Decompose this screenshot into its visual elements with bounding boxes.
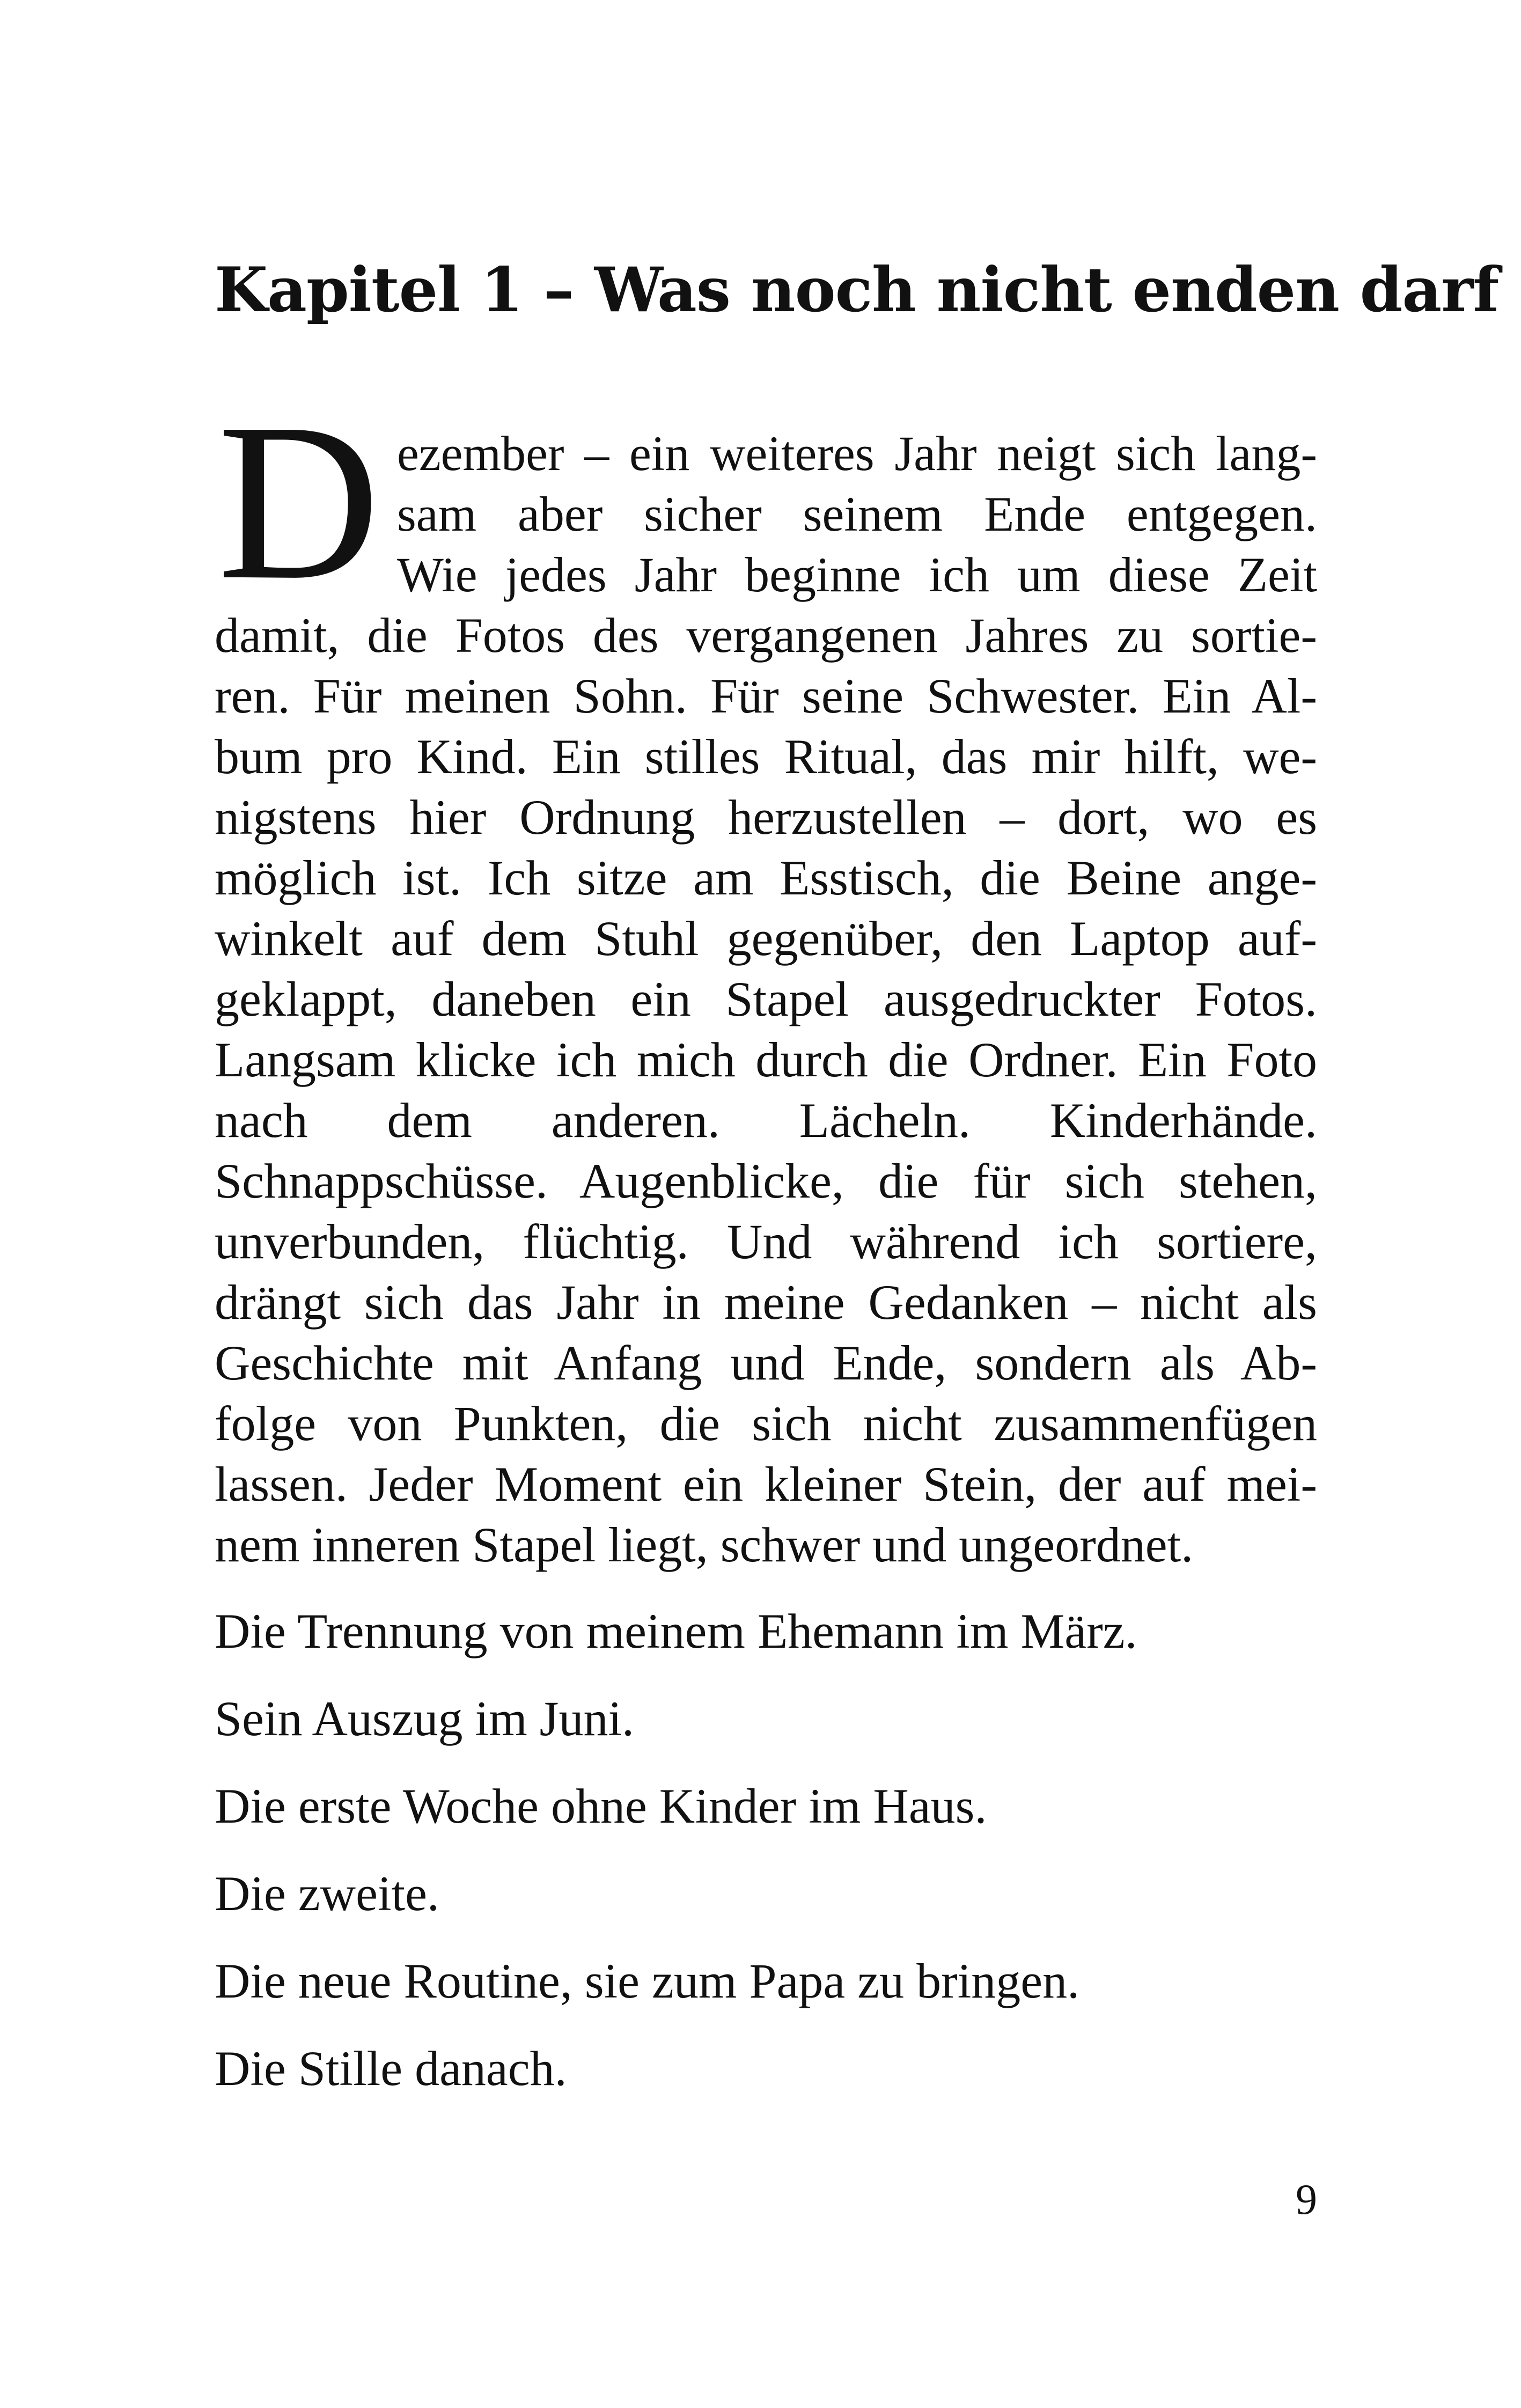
paragraph-line: bum pro Kind. Ein stilles Ritual, das mir hilft, we- [215,729,1317,784]
paragraph-line: ren. Für meinen Sohn. Für seine Schwester. Ein Al- [215,669,1317,723]
paragraph-line: lassen. Jeder Moment ein kleiner Stein, der auf mei- [215,1457,1317,1511]
paragraph-line: Schnappschüsse. Augenblicke, die für sich stehen, [215,1154,1317,1208]
paragraph-line: damit, die Fotos des vergangenen Jahres zu sortie- [215,608,1317,663]
chapter-title: Kapitel 1 – Was noch nicht enden darf [215,254,1499,326]
paragraph-line: Wie jedes Jahr beginne ich um diese Zeit [397,547,1317,602]
paragraph-line: drängt sich das Jahr in meine Gedanken – nicht als [215,1275,1317,1330]
short-line: Die neue Routine, sie zum Papa zu bringen. [215,1954,1080,2008]
paragraph-line: geklappt, daneben ein Stapel ausgedruckter Fotos. [215,972,1317,1026]
short-line: Die Trennung von meinem Ehemann im März. [215,1604,1137,1658]
short-line: Die erste Woche ohne Kinder im Haus. [215,1779,987,1833]
drop-cap-letter: D [217,377,380,626]
paragraph-line: unverbunden, flüchtig. Und während ich sortiere, [215,1214,1317,1269]
short-line: Sein Auszug im Juni. [215,1691,635,1746]
paragraph-line: Geschichte mit Anfang und Ende, sondern als Ab- [215,1335,1317,1390]
paragraph-line: folge von Punkten, die sich nicht zusammenfügen [215,1396,1317,1451]
paragraph-line: möglich ist. Ich sitze am Esstisch, die Beine ange- [215,850,1317,905]
paragraph-line: nach dem anderen. Lächeln. Kinderhände. [215,1093,1317,1148]
paragraph-line: Langsam klicke ich mich durch die Ordner. Ein Foto [215,1032,1317,1087]
paragraph-line: winkelt auf dem Stuhl gegenüber, den Laptop auf- [215,911,1317,966]
paragraph-line: nem inneren Stapel liegt, schwer und ungeordnet. [215,1517,1194,1572]
short-line: Die zweite. [215,1866,439,1921]
paragraph-line: sam aber sicher seinem Ende entgegen. [397,487,1317,541]
short-line: Die Stille danach. [215,2041,567,2096]
paragraph-line: nigstens hier Ordnung herzustellen – dort, wo es [215,790,1317,845]
page-number: 9 [1296,2176,1317,2223]
paragraph-line: ezember – ein weiteres Jahr neigt sich lang- [397,426,1317,481]
